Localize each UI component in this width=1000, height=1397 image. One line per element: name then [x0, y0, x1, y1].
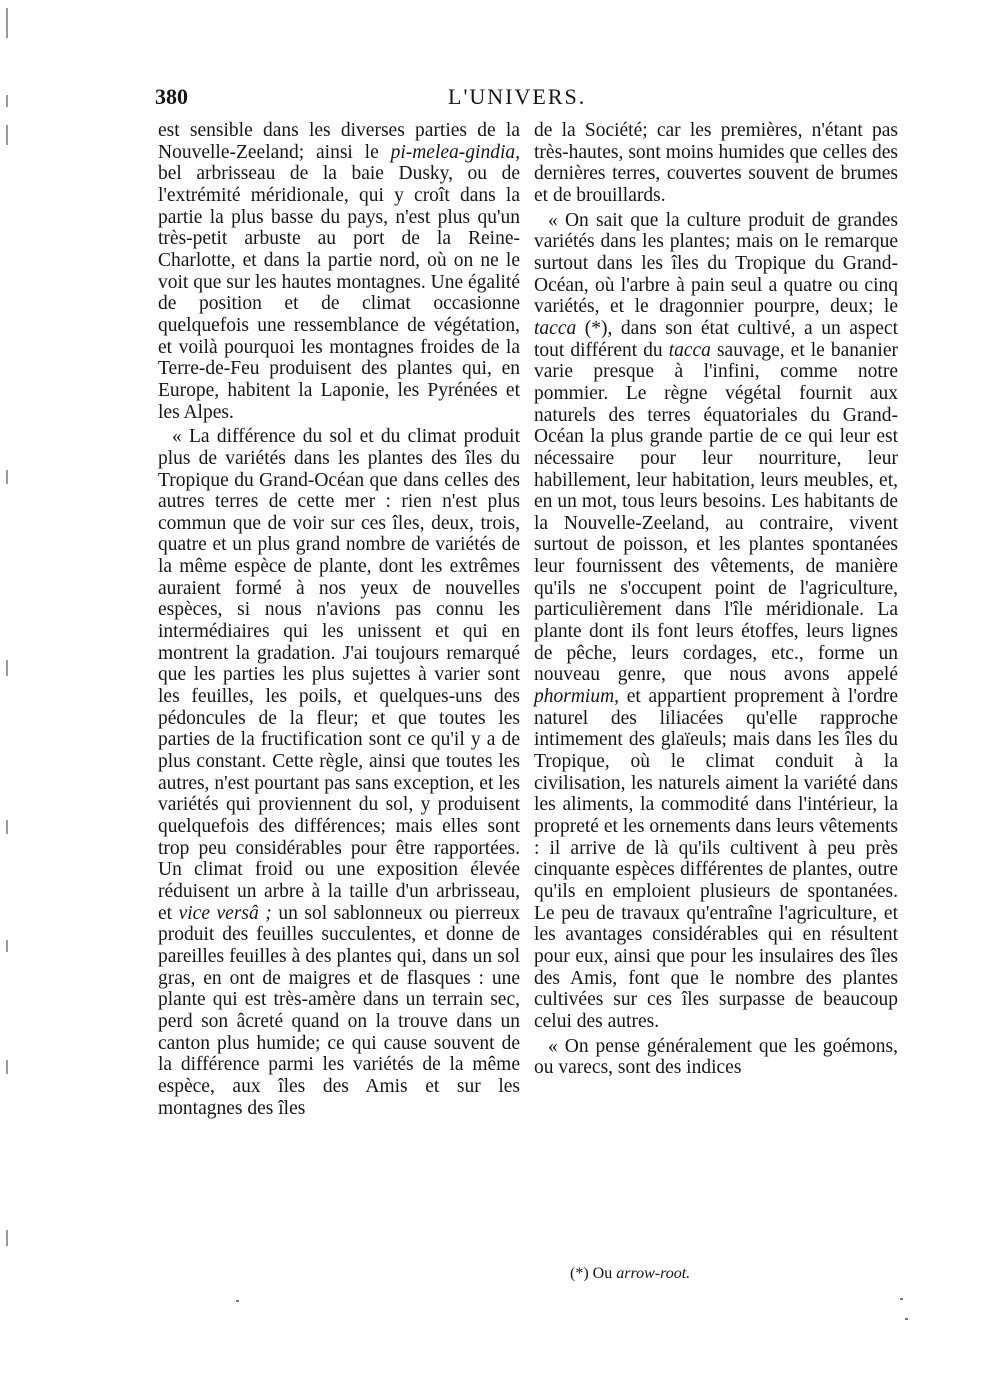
left-column [158, 120, 520, 1119]
print-speck [900, 1298, 903, 1300]
page-number: 380 [155, 84, 188, 109]
page-header [155, 84, 895, 114]
left-paragraph-1: est sensible dans les diverses parties de la Nouvelle-Zeeland; ainsi le pi-melea-gindia, bel arbrisseau de la baie Dusky, ou de l'extrémité méridionale, qui y croît dans la partie la plus basse du pays, n'est plus qu'un très-petit arbuste au port de la Reine-Charlotte, et dans la partie nord, où on ne le voit que sur les hautes montagnes. Une égalité de position et de climat occasionne quelquefois une ressemblance de végétation, et voilà pourquoi les montagnes froides de la Terre-de-Feu produisent des plantes qui, en Europe, habitent la Laponie, les Pyrénées et les Alpes. [158, 120, 520, 423]
page-edge-marks [2, 0, 14, 1397]
right-column [534, 120, 898, 1079]
running-title: L'UNIVERS. [448, 84, 587, 109]
footnote: (*) Ou arrow-root. [570, 1265, 691, 1282]
right-paragraph-3: « On pense généralement que les goémons, ou varecs, sont des indices [534, 1035, 898, 1079]
right-paragraph-2: « On sait que la culture produit de grandes variétés dans les plantes; mais on le remarque surtout dans les îles du Tropique du Grand-Océan, où l'arbre à pain seul a quatre ou cinq variétés, et le dragonnier pourpre, deux; le tacca (*), dans son état cultivé, a un aspect tout différent du tacca sauvage, et le bananier varie presque à l'infini, comme notre pommier. Le règne végétal fournit aux naturels des terres équatoriales du Grand-Océan la plus grande partie de ce qui leur est nécessaire pour leur nourriture, leur habillement, leur habitation, leurs meubles, et, en un mot, tous leurs besoins. Les habitants de la Nouvelle-Zeeland, au contraire, vivent surtout de poisson, et les plantes spontanées leur fournissent des vêtements, de manière qu'ils ne s'occupent point de l'agriculture, particulièrement dans l'île méridionale. La plante dont ils font leurs étoffes, leurs lignes de pêche, leurs cordages, etc., forme un nouveau genre, que nous avons appelé phormium, et appartient proprement à l'ordre naturel des liliacées qu'elle rapproche intimement des glaïeuls; mais dans les îles du Tropique, où le climat conduit à la civilisation, les naturels aiment la variété dans les aliments, la commodité dans l'intérieur, la propreté et les ornements dans leurs vêtements : il arrive de là qu'ils cultivent à peu près cinquante espèces différentes de plantes, outre qu'ils en emploient plusieurs de spontanées. Le peu de travaux qu'entraîne l'agriculture, et les avantages considérables qui en résultent pour eux, ainsi que pour les insulaires des îles des Amis, font que le nombre des plantes cultivées sur ces îles surpasse de beaucoup celui des autres. [534, 209, 898, 1032]
left-paragraph-2: « La différence du sol et du climat produit plus de variétés dans les plantes des îles du Tropique du Grand-Océan que dans celles des autres terres de cette mer : rien n'est plus commun que de voir sur ces îles, deux, trois, quatre et un plus grand nombre de variétés de la même espèce de plante, dont les extrêmes auraient formé à nos yeux de nouvelles espèces, si nous n'avions pas connu les intermédiaires qui les unissent et qui en montrent la gradation. J'ai toujours remarqué que les parties les plus sujettes à varier sont les feuilles, les poils, et quelques-uns des pédoncules de la fleur; et que toutes les parties de la fructification sont ce qu'il y a de plus constant. Cette règle, ainsi que toutes les autres, n'est pourtant pas sans exception, et les variétés qui proviennent du sol, y produisent quelquefois des différences; mais elles sont trop peu considérables pour être rapportées. Un climat froid ou une exposition élevée réduisent un arbre à la taille d'un arbrisseau, et vice versâ ; un sol sablonneux ou pierreux produit des feuilles succulentes, et donne de pareilles feuilles à des plantes qui, dans un sol gras, en ont de maigres et de flasques : une plante qui est très-amère dans un terrain sec, perd son âcreté quand on la trouve dans un canton plus humide; ce qui cause souvent de la différence parmi les variétés de la même espèce, aux îles des Amis et sur les montagnes des îles [158, 426, 520, 1119]
right-paragraph-1: de la Société; car les premières, n'étant pas très-hautes, sont moins humides que celles des dernières terres, couvertes souvent de brumes et de brouillards. [534, 120, 898, 206]
print-speck [236, 1300, 239, 1302]
print-speck [905, 1318, 908, 1320]
